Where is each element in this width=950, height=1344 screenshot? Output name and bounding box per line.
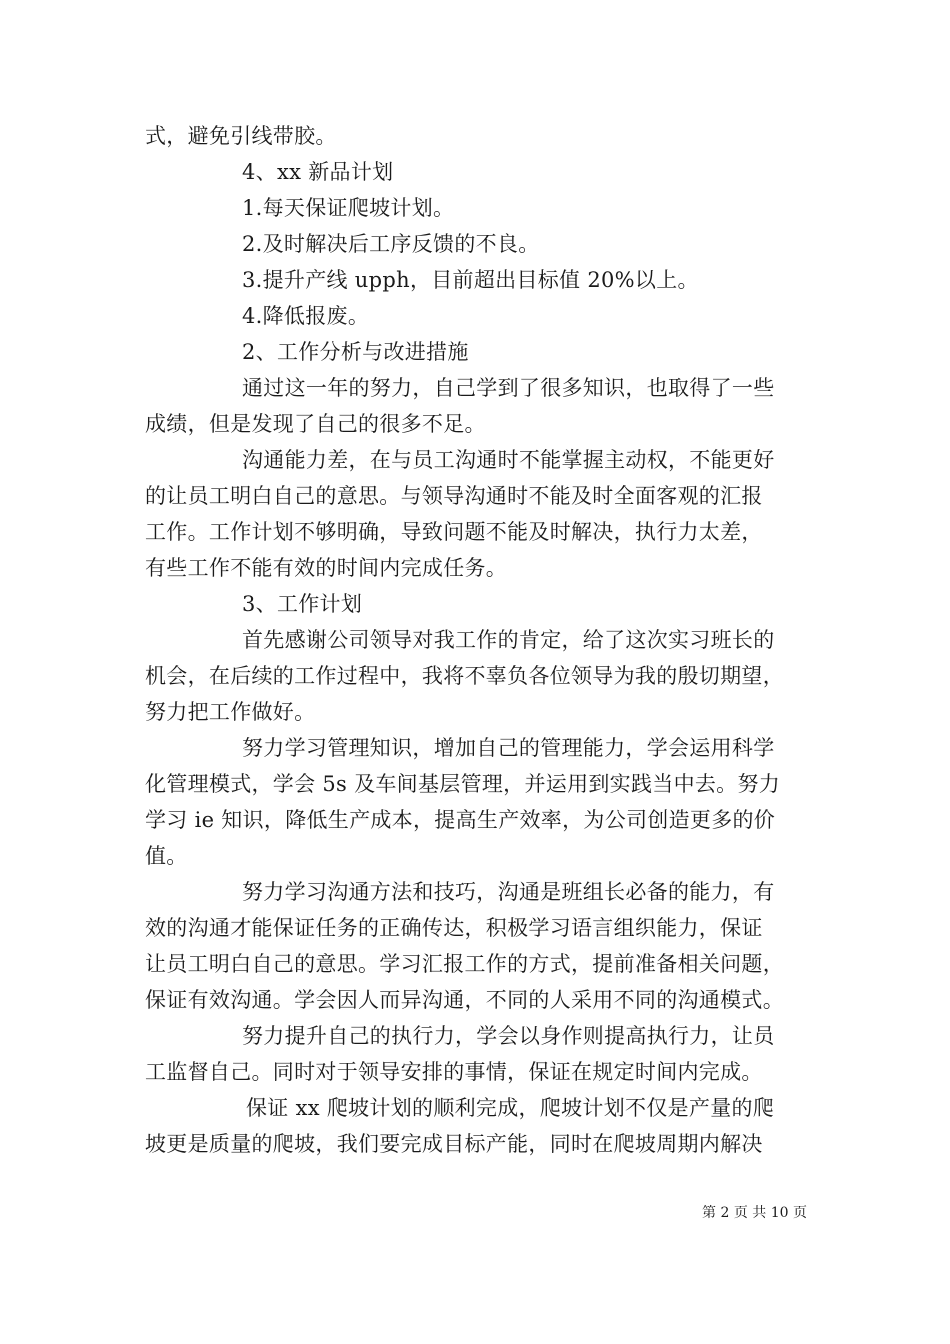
paragraph-line: 沟通能力差，在与员工沟通时不能掌握主动权，不能更好 xyxy=(242,448,775,472)
paragraph-line: 学习 ie 知识，降低生产成本，提高生产效率，为公司创造更多的价 xyxy=(145,808,776,832)
paragraph-line: 通过这一年的努力，自己学到了很多知识，也取得了一些 xyxy=(242,376,775,400)
paragraph-line: 努力把工作做好。 xyxy=(145,700,316,724)
paragraph-line: 保证 xx 爬坡计划的顺利完成，爬坡计划不仅是产量的爬 xyxy=(246,1096,775,1120)
list-item: 3.提升产线 upph，目前超出目标值 20%以上。 xyxy=(242,268,699,292)
list-item: 2.及时解决后工序反馈的不良。 xyxy=(242,232,540,256)
text-line: 式，避免引线带胶。 xyxy=(145,124,337,148)
paragraph-line: 有些工作不能有效的时间内完成任务。 xyxy=(145,556,508,580)
paragraph-line: 工作。工作计划不够明确，导致问题不能及时解决，执行力太差， xyxy=(145,520,763,544)
page-number: 第 2 页 共 10 页 xyxy=(702,1205,807,1221)
section-heading: 2、工作分析与改进措施 xyxy=(242,340,469,364)
list-item: 1.每天保证爬坡计划。 xyxy=(242,196,455,220)
paragraph-line: 努力学习管理知识，增加自己的管理能力，学会运用科学 xyxy=(242,736,775,760)
list-item: 4.降低报废。 xyxy=(242,304,370,328)
paragraph-line: 工监督自己。同时对于领导安排的事情，保证在规定时间内完成。 xyxy=(145,1060,763,1084)
paragraph-line: 坡更是质量的爬坡，我们要完成目标产能，同时在爬坡周期内解决 xyxy=(145,1132,763,1156)
document-body xyxy=(145,118,810,1162)
paragraph-line: 努力提升自己的执行力，学会以身作则提高执行力，让员 xyxy=(242,1024,775,1048)
paragraph-line: 保证有效沟通。学会因人而异沟通，不同的人采用不同的沟通模式。 xyxy=(145,988,784,1012)
paragraph-line: 效的沟通才能保证任务的正确传达，积极学习语言组织能力，保证 xyxy=(145,916,763,940)
paragraph-line: 值。 xyxy=(145,844,188,868)
paragraph-line: 化管理模式，学会 5s 及车间基层管理，并运用到实践当中去。努力 xyxy=(145,772,781,796)
paragraph-line: 的让员工明白自己的意思。与领导沟通时不能及时全面客观的汇报 xyxy=(145,484,763,508)
section-heading: 4、xx 新品计划 xyxy=(242,160,394,184)
paragraph-line: 让员工明白自己的意思。学习汇报工作的方式，提前准备相关问题， xyxy=(145,952,784,976)
paragraph-line: 机会，在后续的工作过程中，我将不辜负各位领导为我的殷切期望， xyxy=(145,664,784,688)
paragraph-line: 成绩，但是发现了自己的很多不足。 xyxy=(145,412,486,436)
paragraph-line: 首先感谢公司领导对我工作的肯定，给了这次实习班长的 xyxy=(242,628,775,652)
paragraph-line: 努力学习沟通方法和技巧，沟通是班组长必备的能力，有 xyxy=(242,880,775,904)
section-heading: 3、工作计划 xyxy=(242,592,363,616)
